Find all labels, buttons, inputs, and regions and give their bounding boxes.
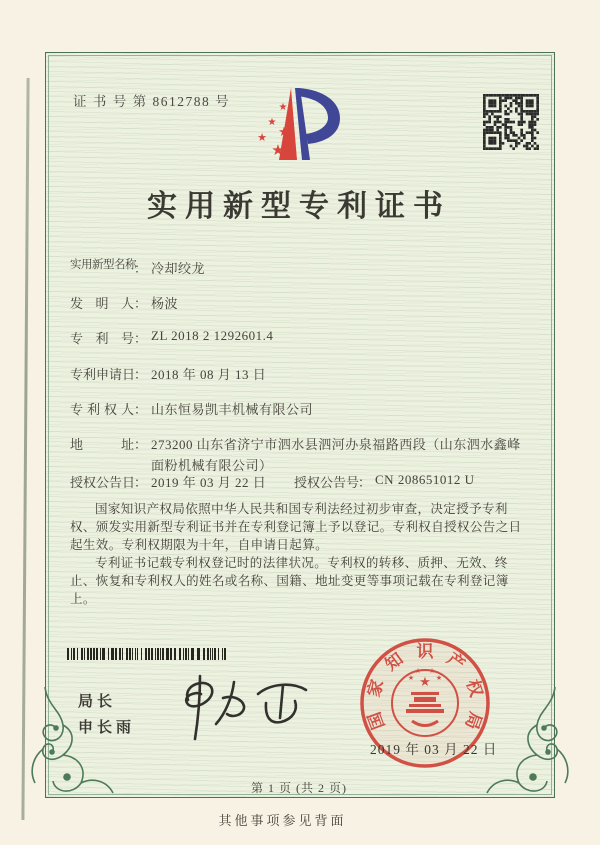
svg-text:知: 知 [381,649,407,675]
field-colon: ： [134,261,148,276]
director-printed-name: 申长雨 [78,719,136,736]
svg-text:★: ★ [278,125,290,140]
field-value: 山东恒易凯丰机械有限公司 [151,402,314,417]
svg-text:家: 家 [364,677,388,700]
field-label: 专利权人 [70,402,134,417]
field-label: 实用新型名称 [70,259,136,271]
svg-text:权: 权 [462,677,486,700]
field-row-patentee [70,399,313,418]
field-row-address [70,434,523,476]
field-colon: ： [134,296,148,311]
field-colon: ： [134,367,148,382]
field-row-grant-publication [70,472,475,491]
handwritten-signature [170,672,320,744]
svg-text:★: ★ [419,675,431,690]
field-label: 地址 [70,437,134,452]
director-title: 局长 [78,693,117,710]
svg-text:★: ★ [435,674,443,682]
field-value: 杨波 [151,296,179,311]
field-value: CN 208651012 U [375,472,475,487]
svg-text:★: ★ [407,674,415,682]
field-label: 授权公告日 [70,475,136,490]
field-label: 授权公告号 [294,475,360,490]
page-number: 第 1 页 (共 2 页) [251,781,347,795]
certificate-title: 实用新型专利证书 [147,190,451,223]
field-label: 发明人 [70,296,134,311]
cnipa-patent-logo-icon [236,80,360,170]
field-label: 专利申请日 [70,367,136,382]
field-colon: ： [134,437,148,452]
seal-date: 2019 年 03 月 22 日 [370,742,498,757]
field-value: 冷却绞龙 [151,261,206,276]
field-colon: ： [134,331,148,346]
svg-text:识: 识 [416,642,434,661]
svg-text:★: ★ [267,117,277,128]
svg-text:国: 国 [364,709,389,732]
legal-paragraph-2: 专利证书记载专利权登记时的法律状况。专利权的转移、质押、无效、终止、恢复和专利权人的姓名或名称、国籍、地址变更等事项记载在专利登记簿上。 [70,556,509,606]
corner-flourish-right-icon [482,687,577,799]
qr-code [483,94,539,150]
svg-text:★: ★ [257,131,267,144]
svg-text:★: ★ [271,141,285,159]
field-row-filing-date [70,364,266,383]
svg-text:产: 产 [443,649,469,675]
legal-text-block [70,500,530,608]
barcode [67,648,227,660]
field-row-utility-model-name [70,258,205,277]
field-value: 273200 山东省济宁市泗水县泗河办泉福路西段（山东泗水鑫峰面粉机械有限公司） [151,437,521,473]
certificate-number: 证 书 号 第 8612788 号 [73,94,231,109]
field-colon: ： [358,475,372,490]
legal-paragraph-1: 国家知识产权局依照中华人民共和国专利法经过初步审查，决定授予专利权、颁发实用新型专利证书并在专利登记簿上予以登记。专利权自授权公告之日起生效。专利权期限为十年，自申请日起算。 [70,502,522,552]
field-colon: ： [134,475,148,490]
svg-text:★: ★ [414,667,422,675]
field-pair-grant-number [294,472,474,491]
field-value: ZL 2018 2 1292601.4 [151,328,274,343]
field-label: 专利号 [70,331,134,346]
field-row-inventor [70,293,178,312]
field-row-patent-number [70,328,273,347]
back-side-note: 其他事项参见背面 [218,813,347,828]
corner-flourish-left-icon [23,687,118,799]
field-value: 2019 年 03 月 22 日 [151,475,267,490]
field-colon: ： [134,402,148,417]
svg-text:★: ★ [278,102,288,113]
svg-text:★: ★ [428,667,436,675]
svg-text:局: 局 [461,709,486,732]
field-value: 2018 年 08 月 13 日 [151,367,267,382]
